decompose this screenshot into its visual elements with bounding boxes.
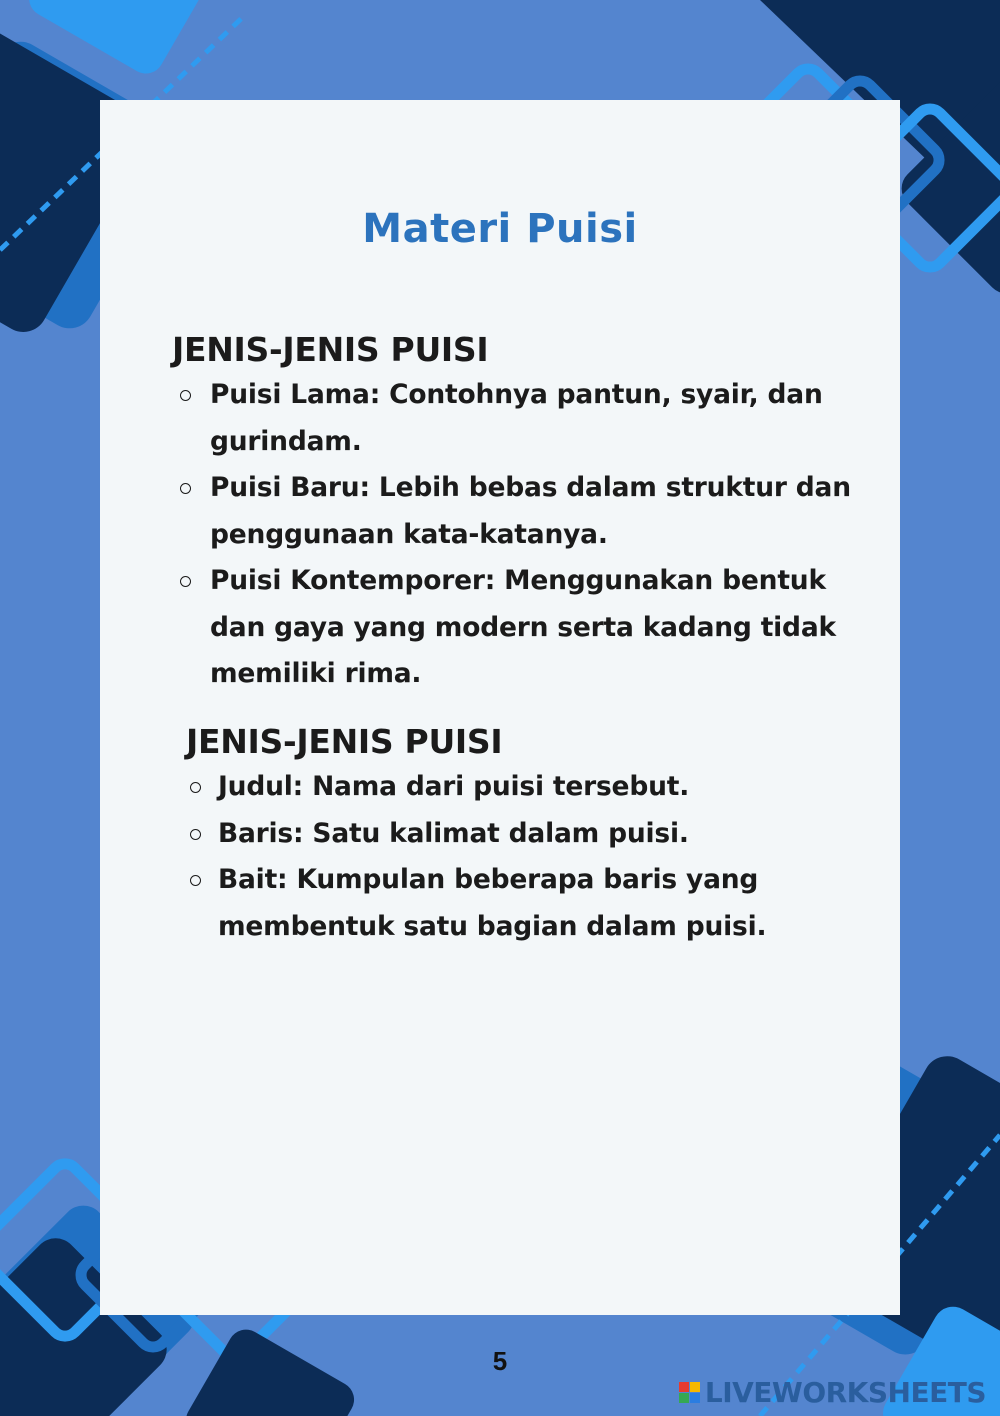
list-item: Bait: Kumpulan beberapa baris yang membentuk satu bagian dalam puisi.	[186, 857, 866, 950]
circle-bullet-icon	[190, 829, 201, 840]
section-types-of-poetry	[172, 330, 872, 698]
list-item: Puisi Lama: Contohnya pantun, syair, dan gurindam.	[172, 372, 872, 465]
bullet-list	[186, 764, 866, 950]
circle-bullet-icon	[180, 390, 191, 401]
circle-bullet-icon	[180, 576, 191, 587]
circle-bullet-icon	[190, 875, 201, 886]
liveworksheets-brand[interactable]	[679, 1376, 986, 1409]
brand-name: LIVEWORKSHEETS	[704, 1376, 986, 1409]
circle-bullet-icon	[180, 483, 191, 494]
list-item: Judul: Nama dari puisi tersebut.	[186, 764, 866, 811]
content-page	[100, 100, 900, 1315]
list-item: Baris: Satu kalimat dalam puisi.	[186, 811, 866, 858]
section-poetry-elements	[186, 722, 866, 950]
page-number: 5	[492, 1346, 508, 1376]
liveworksheets-logo-icon	[679, 1382, 700, 1403]
section-heading: JENIS-JENIS PUISI	[186, 722, 503, 761]
list-item: Puisi Kontemporer: Menggunakan bentuk dan gaya yang modern serta kadang tidak memiliki rima.	[172, 558, 872, 698]
section-heading: JENIS-JENIS PUISI	[172, 330, 489, 369]
circle-bullet-icon	[190, 782, 201, 793]
page-title: Materi Puisi	[362, 206, 638, 252]
bullet-list	[172, 372, 872, 698]
list-item: Puisi Baru: Lebih bebas dalam struktur dan penggunaan kata-katanya.	[172, 465, 872, 558]
